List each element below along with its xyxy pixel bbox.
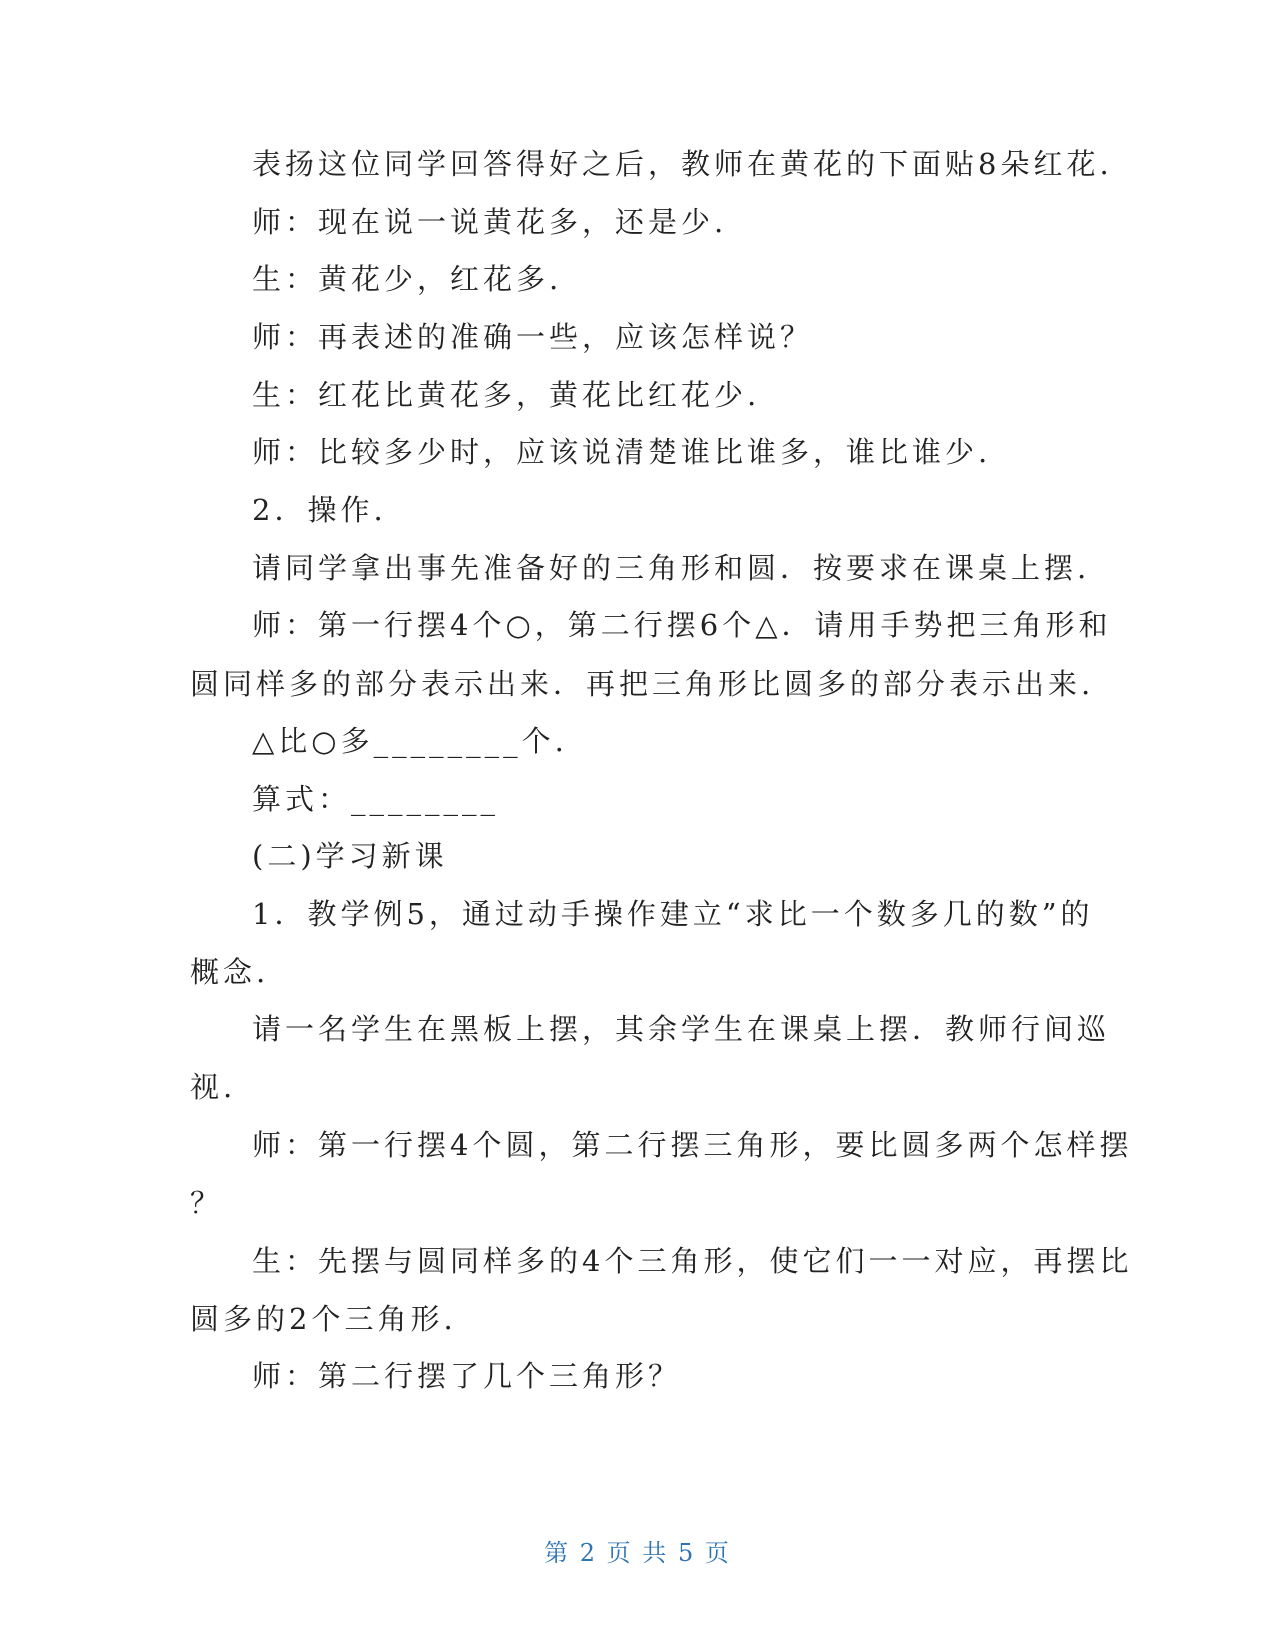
paragraph: 请同学拿出事先准备好的三角形和圆．按要求在课桌上摆. [252,551,1091,585]
paragraph: 师：第一行摆4个○，第二行摆6个△．请用手势把三角形和 [252,608,1112,642]
paragraph: 请一名学生在黑板上摆，其余学生在课桌上摆．教师行间巡 [252,1012,1111,1046]
paragraph: 2．操作. [252,493,387,527]
paragraph-continuation: 圆多的2个三角形. [190,1302,457,1336]
paragraph: 算式：________ [252,782,500,816]
paragraph: 生：红花比黄花多，黄花比红花少. [252,378,761,412]
paragraph-continuation: 圆同样多的部分表示出来．再把三角形比圆多的部分表示出来. [190,667,1095,701]
paragraph: △比○多________个. [252,724,568,758]
paragraph: 师：第二行摆了几个三角形？ [252,1359,682,1393]
paragraph: 师：现在说一说黄花多，还是少. [252,205,728,239]
paragraph: 生：先摆与圆同样多的4个三角形，使它们一一对应，再摆比 [252,1244,1133,1278]
paragraph: 师：第一行摆4个圆，第二行摆三角形，要比圆多两个怎样摆 [252,1128,1133,1162]
paragraph-continuation: 视. [190,1070,237,1104]
paragraph: 表扬这位同学回答得好之后，教师在黄花的下面贴8朵红花. [252,147,1113,181]
paragraph-continuation: 概念. [190,955,270,989]
paragraph: 师：比较多少时，应该说清楚谁比谁多，谁比谁少. [252,435,992,469]
paragraph: 1．教学例5，通过动手操作建立“求比一个数多几的数”的 [252,897,1094,931]
paragraph: 师：再表述的准确一些，应该怎样说？ [252,320,814,354]
paragraph: 生：黄花少，红花多. [252,262,563,296]
paragraph-continuation: ？ [190,1186,224,1220]
page-footer: 第 2 页 共 5 页 [544,1539,731,1567]
section-heading: (二)学习新课 [252,839,448,873]
